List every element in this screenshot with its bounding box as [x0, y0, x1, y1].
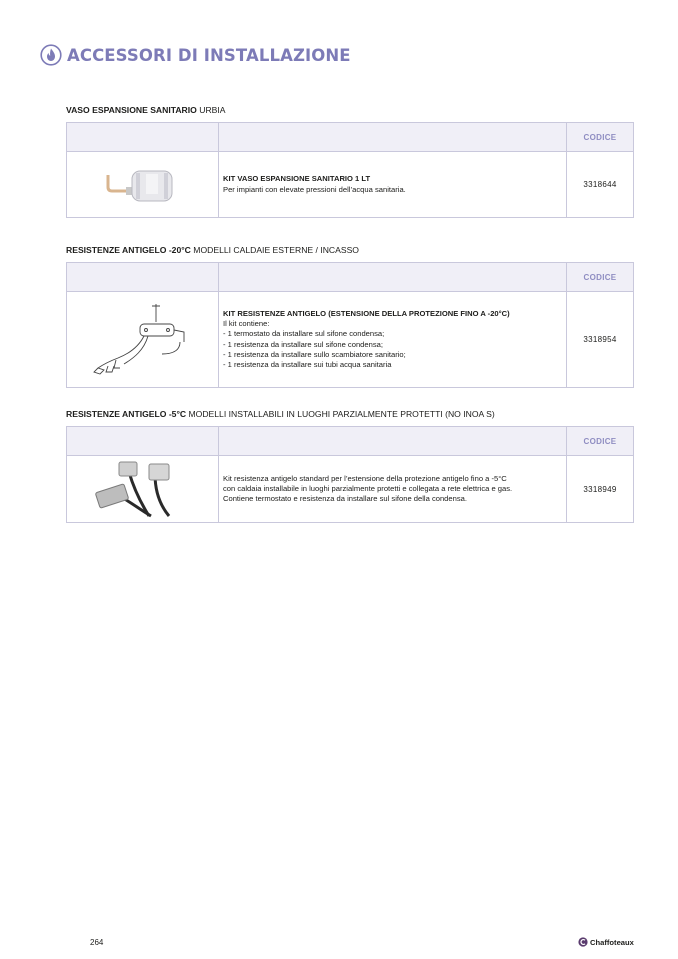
section-title: [66, 245, 633, 256]
product-line: Per impianti con elevate pressioni dell’acqua sanitaria.: [223, 184, 406, 194]
product-description: [219, 456, 567, 523]
page-header: [40, 44, 351, 66]
product-line: con caldaia installabile in luoghi parzialmente protetti e collegata a rete elettrica e gas.: [223, 483, 513, 493]
product-image: [67, 456, 219, 523]
codice-header: CODICE: [567, 427, 634, 456]
chaffoteaux-logo-icon: [578, 937, 588, 947]
heating-resistor-image: [93, 458, 193, 520]
codice-header: CODICE: [567, 263, 634, 292]
flame-circle-icon: [40, 44, 62, 66]
section-title-sub: URBIA: [199, 105, 226, 115]
codice-header: CODICE: [567, 123, 634, 152]
product-description: [219, 292, 567, 388]
list-item: - 1 resistenza da installare sui tubi acqua sanitaria: [223, 359, 392, 369]
section-title-bold: VASO ESPANSIONE SANITARIO: [66, 105, 197, 115]
section-title-sub: MODELLI INSTALLABILI IN LUOGHI PARZIALMENTE PROTETTI (NO INOA S): [188, 409, 495, 419]
section-title-bold: RESISTENZE ANTIGELO -20°C: [66, 245, 191, 255]
table-row: [67, 292, 634, 388]
brand-name: Chaffoteaux: [590, 937, 634, 947]
table-header-row: [67, 263, 634, 292]
product-table: [66, 122, 634, 218]
product-code: 3318949: [567, 456, 634, 523]
product-description: [219, 152, 567, 218]
section-title-bold: RESISTENZE ANTIGELO -5°C: [66, 409, 187, 419]
table-header-row: [67, 123, 634, 152]
expansion-vessel-image: [98, 165, 188, 205]
section-resistenze-20: [66, 245, 633, 388]
section-vaso-espansione: [66, 105, 633, 218]
product-line: Kit resistenza antigelo standard per l’estensione della protezione antigelo fino a -5°C: [223, 473, 507, 483]
table-header-row: [67, 427, 634, 456]
antifreeze-kit-image: [88, 298, 198, 382]
product-line: Contiene termostato e resistenza da installare sul sifone della condensa.: [223, 494, 467, 504]
product-lines: [223, 319, 562, 370]
section-title-sub: MODELLI CALDAIE ESTERNE / INCASSO: [193, 245, 359, 255]
list-item: Il kit contiene:: [223, 319, 270, 329]
section-resistenze-5: [66, 409, 633, 523]
section-title: [66, 105, 633, 116]
product-code: 3318954: [567, 292, 634, 388]
list-item: - 1 resistenza da installare sul sifone condensa;: [223, 339, 383, 349]
product-code: 3318644: [567, 152, 634, 218]
page-title: ACCESSORI DI INSTALLAZIONE: [67, 45, 351, 65]
brand-logo: [578, 937, 634, 947]
product-table: [66, 262, 634, 388]
table-row: [67, 456, 634, 523]
section-title: [66, 409, 633, 420]
product-name: KIT VASO ESPANSIONE SANITARIO 1 LT: [223, 174, 371, 184]
product-image: [67, 152, 219, 218]
product-table: [66, 426, 634, 523]
list-item: - 1 termostato da installare sul sifone condensa;: [223, 329, 385, 339]
list-item: - 1 resistenza da installare sullo scambiatore sanitario;: [223, 349, 406, 359]
product-image: [67, 292, 219, 388]
page-number: 264: [90, 938, 104, 947]
table-row: [67, 152, 634, 218]
product-name: KIT RESISTENZE ANTIGELO (ESTENSIONE DELLA PROTEZIONE FINO A -20°C): [223, 308, 510, 318]
